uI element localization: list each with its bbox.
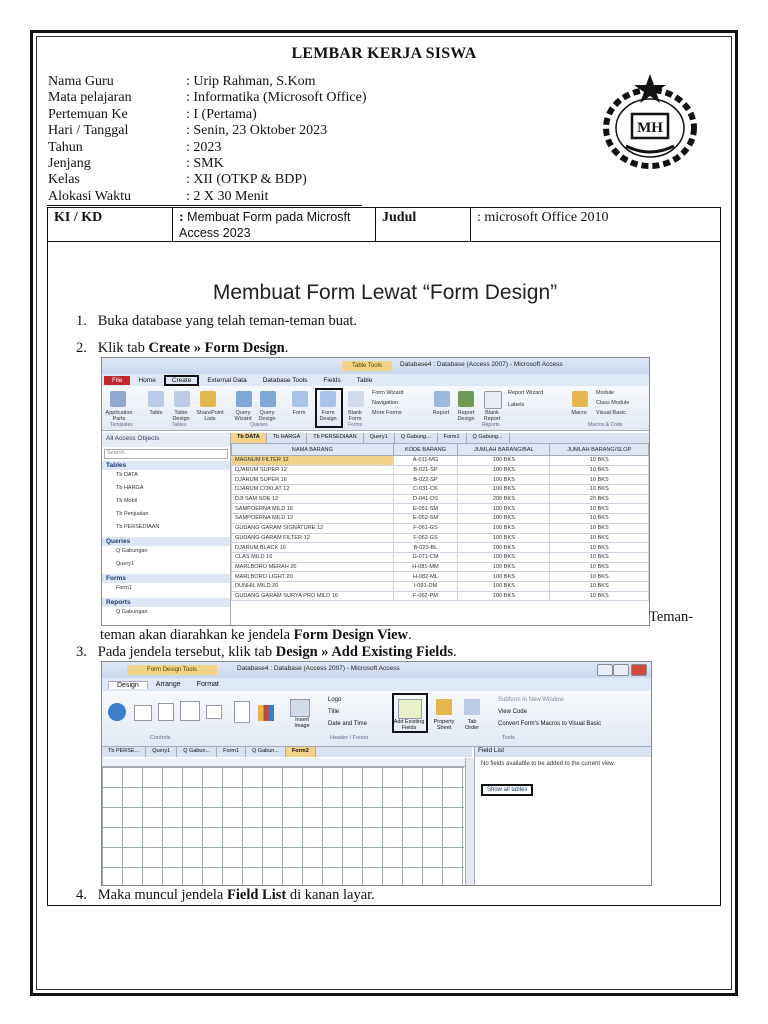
query-design-icon[interactable] — [260, 391, 276, 407]
ss1-nav-item[interactable]: Tb DATA — [116, 472, 138, 478]
step-4: 4. Maka muncul jendela Field List di kanan layar. — [76, 887, 375, 903]
ss1-rl: Macro — [571, 410, 587, 416]
table-row[interactable] — [232, 494, 649, 504]
ss2-doc-tab[interactable]: Query1 — [146, 747, 177, 757]
info-value: : SMK — [186, 156, 224, 172]
info-label: Mata pelajaran — [48, 90, 132, 106]
info-row — [48, 107, 367, 123]
cell[interactable]: CLAS MILD 16 — [232, 552, 394, 562]
col-header[interactable]: NAMA BARANG — [232, 444, 394, 456]
info-row — [48, 189, 367, 205]
blank-form-icon[interactable] — [348, 391, 364, 407]
ss1-nav-item[interactable]: Form1 — [116, 585, 132, 591]
ss1-rl[interactable]: Form Wizard — [372, 390, 404, 396]
cell[interactable]: 10 BKS — [550, 552, 649, 562]
section-heading: Membuat Form Lewat “Form Design” — [212, 281, 558, 304]
query-wizard-icon[interactable] — [236, 391, 252, 407]
ss2-doc-tab[interactable]: Form1 — [217, 747, 246, 757]
cell[interactable]: 100 BKS — [458, 456, 550, 466]
form-design-grid[interactable] — [102, 767, 464, 885]
info-value: : Informatika (Microsoft Office) — [186, 90, 367, 106]
ss1-rl: Form — [292, 410, 306, 416]
ss1-nav-section[interactable]: Reports — [102, 598, 230, 607]
table-design-icon[interactable] — [174, 391, 190, 407]
info-block — [48, 74, 367, 205]
cell[interactable]: A-011-MG — [393, 456, 458, 466]
judul-label: Judul — [376, 208, 471, 241]
cell[interactable]: F-062-GS — [393, 533, 458, 543]
step-1-text: Buka database yang telah teman-teman buat. — [97, 313, 358, 329]
table-row[interactable] — [232, 465, 649, 475]
cell[interactable]: 100 BKS — [458, 485, 550, 495]
ss1-rl[interactable]: Visual Basic — [596, 410, 626, 416]
cell[interactable]: 10 BKS — [550, 572, 649, 582]
table-row[interactable] — [232, 504, 649, 514]
ss2-doc-tab[interactable]: Tb PERSE... — [102, 747, 146, 757]
cell[interactable]: 10 BKS — [550, 581, 649, 591]
step-3-post: . — [453, 644, 457, 660]
ss2-group: Controls — [150, 735, 171, 741]
view-code-button[interactable]: View Code — [498, 709, 527, 715]
logo-text: MH — [637, 120, 663, 136]
close-icon[interactable] — [631, 664, 647, 676]
cell[interactable]: DJARUM SUPER 12 — [232, 465, 394, 475]
ss2-doc-tab[interactable]: Q Gabun... — [177, 747, 217, 757]
macro-icon[interactable] — [572, 391, 588, 407]
ss1-doc-tab[interactable]: Q Gabung... — [467, 433, 510, 443]
ss2-titlebar — [102, 662, 651, 678]
info-value: : I (Pertama) — [186, 106, 257, 122]
ss1-rl: Report — [432, 410, 450, 416]
ss2-tab-format[interactable]: Format — [196, 681, 219, 688]
access-create-screenshot — [101, 357, 650, 626]
ss2-group: Tools — [502, 735, 515, 741]
step-2b-pre: teman akan diarahkan ke jendela — [100, 627, 294, 643]
cell[interactable]: 10 BKS — [550, 485, 649, 495]
ss1-tab-fields[interactable]: Fields — [323, 376, 341, 384]
info-value: : Urip Rahman, S.Kom — [186, 74, 316, 89]
cell[interactable]: 10 BKS — [550, 533, 649, 543]
table-row[interactable] — [232, 543, 649, 553]
ss1-rl[interactable]: Class Module — [596, 400, 630, 406]
ss2-doc-tab[interactable]: Q Gabun... — [246, 747, 286, 757]
info-row — [48, 172, 367, 188]
step-1: 1. Buka database yang telah teman-teman buat. — [76, 313, 358, 329]
info-row — [48, 74, 367, 90]
ss1-group: Reports — [482, 422, 500, 428]
ss2-form-design-tools: Form Design Tools — [127, 665, 217, 675]
cell[interactable]: 10 BKS — [550, 514, 649, 524]
ss1-nav-header[interactable]: All Access Objects — [102, 433, 230, 447]
ss2-group: Header / Footer — [330, 735, 369, 741]
step-4-pre: Maka muncul jendela — [97, 887, 227, 903]
ss2-ribbon-tabs — [102, 678, 651, 691]
ss1-nav-item[interactable]: Tb Mobil — [116, 498, 138, 504]
cell[interactable]: DJI SAM SOE 12 — [232, 494, 394, 504]
cell[interactable]: B-021-SP — [393, 465, 458, 475]
ss1-table-tools: Table Tools — [342, 361, 392, 371]
ss1-datasheet — [231, 433, 649, 625]
cell[interactable]: MAGNUM FILTER 12 — [232, 456, 394, 466]
kikd-table — [47, 207, 721, 242]
cell[interactable]: 100 BKS — [458, 543, 550, 553]
table-row[interactable] — [232, 514, 649, 524]
ss1-doc-tab[interactable]: Tb DATA — [231, 433, 267, 443]
cell[interactable]: H-082-ML — [393, 572, 458, 582]
cell[interactable]: 100 BKS — [458, 533, 550, 543]
ss1-nav-item[interactable]: Q Gabungan — [116, 609, 148, 615]
ss1-nav-search[interactable]: Search... — [104, 449, 228, 459]
ss2-window-title: Database4 : Database (Access 2007) - Microsoft Access — [237, 665, 400, 672]
ss1-rl: Blank Report — [483, 410, 501, 422]
ss1-doc-tabs — [231, 433, 649, 443]
field-list-title: Field List — [475, 747, 651, 757]
kikd-label: KI / KD — [48, 208, 173, 241]
step-2: 2. Klik tab Create » Form Design. — [76, 340, 289, 356]
step-2-post: . — [284, 340, 289, 356]
step-2b-bold: Form Design View — [293, 627, 409, 643]
ss1-rl[interactable]: More Forms — [372, 410, 402, 416]
cell[interactable]: D-041-DS — [393, 494, 458, 504]
ss1-group: Forms — [348, 422, 363, 428]
tab-order-label[interactable]: Tab Order — [464, 719, 480, 731]
add-fields-label[interactable]: Add Existing Fields — [393, 719, 425, 731]
field-list-pane — [474, 747, 651, 885]
ss1-rl[interactable]: Navigation — [372, 400, 398, 406]
cell[interactable]: F-061-GS — [393, 523, 458, 533]
add-fields-highlight — [392, 693, 428, 733]
info-value: : Senin, 23 Oktober 2023 — [186, 123, 328, 139]
table-row[interactable] — [232, 581, 649, 591]
table-icon[interactable] — [148, 391, 164, 407]
info-value: : XII (OTKP & BDP) — [186, 172, 307, 188]
cell[interactable]: SAMPOERNA MILD 16 — [232, 504, 394, 514]
form-design-highlight — [315, 388, 343, 428]
form-icon[interactable] — [292, 391, 308, 407]
ss1-ribbon — [102, 386, 649, 431]
cell[interactable]: GUDANG GARAM SIGNATURE 12 — [232, 523, 394, 533]
judul-value: : microsoft Office 2010 — [477, 210, 609, 225]
step-3-bold: Design » Add Existing Fields — [275, 644, 453, 660]
worksheet-title: LEMBAR KERJA SISWA — [291, 45, 477, 62]
cell[interactable]: 10 BKS — [550, 475, 649, 485]
cell[interactable]: 100 BKS — [458, 581, 550, 591]
cell[interactable]: GUDANG GARAM SURYA PRO MILD 16 — [232, 591, 394, 601]
convert-macros-button[interactable]: Convert Form's Macros to Visual Basic — [498, 721, 602, 727]
info-label: Kelas — [48, 172, 80, 188]
ss1-rl[interactable]: Labels — [508, 402, 525, 408]
cell[interactable]: DJARUM BLACK 16 — [232, 543, 394, 553]
cell[interactable]: B-023-BL — [393, 543, 458, 553]
step-2-teman: Teman- — [649, 609, 694, 625]
cell[interactable]: 10 BKS — [550, 523, 649, 533]
cell[interactable]: 100 BKS — [458, 562, 550, 572]
ss1-tab-file[interactable]: File — [104, 376, 130, 385]
table-row[interactable] — [232, 533, 649, 543]
info-label: Hari / Tanggal — [48, 123, 129, 139]
insert-image-icon[interactable] — [290, 699, 310, 717]
cell[interactable]: 100 BKS — [458, 514, 550, 524]
step-4-post: di kanan layar. — [286, 887, 375, 903]
cell[interactable]: 100 BKS — [458, 475, 550, 485]
ss2-doc-tab[interactable]: Form2 — [286, 747, 316, 757]
cell[interactable]: 100 BKS — [458, 572, 550, 582]
ss1-tab-external[interactable]: External Data — [207, 376, 247, 384]
info-row — [48, 156, 367, 172]
ss1-nav-item[interactable]: Tb Penjualan — [116, 511, 149, 517]
info-value: : 2023 — [186, 139, 222, 155]
info-row — [48, 123, 367, 139]
cell[interactable]: DJARUM SUPER 16 — [232, 475, 394, 485]
cell[interactable]: I-091-DM — [393, 581, 458, 591]
cell[interactable]: 100 BKS — [458, 504, 550, 514]
info-label: Pertemuan Ke — [48, 106, 128, 122]
ss1-nav-item[interactable]: Tb PERSEDIAAN — [116, 524, 160, 530]
report-icon[interactable] — [434, 391, 450, 407]
cell[interactable]: MARLBORO LIGHT 20 — [232, 572, 394, 582]
cell[interactable]: 10 BKS — [550, 504, 649, 514]
table-row[interactable] — [232, 475, 649, 485]
ss1-nav-item[interactable]: Tb HARGA — [116, 485, 144, 491]
ss1-tab-dbtools[interactable]: Database Tools — [262, 376, 308, 384]
date-time-button[interactable]: Date and Time — [328, 721, 368, 727]
info-value: : 2 X 30 Menit — [186, 188, 269, 204]
cell[interactable]: 10 BKS — [550, 543, 649, 553]
ss1-nav-item[interactable]: Query1 — [116, 561, 135, 567]
table-row[interactable] — [232, 456, 649, 466]
ss1-tab-table[interactable]: Table — [356, 376, 373, 384]
ss1-rl: Table Design — [172, 410, 190, 422]
ss1-rl[interactable]: Report Wizard — [508, 390, 544, 396]
cell[interactable]: 20 BKS — [550, 494, 649, 504]
list-control-icon[interactable] — [206, 705, 222, 719]
step-2-continued — [100, 627, 412, 644]
ss1-rl: Table — [149, 410, 163, 416]
ss1-nav-section[interactable]: Queries — [102, 537, 230, 546]
ss1-tab-create[interactable]: Create — [164, 375, 200, 386]
info-row — [48, 140, 367, 156]
property-sheet-label[interactable]: Property Sheet — [433, 719, 455, 731]
table-row[interactable] — [232, 523, 649, 533]
table-row[interactable] — [232, 485, 649, 495]
ss1-nav-section[interactable]: Tables — [102, 461, 230, 470]
ss1-doc-tab[interactable]: Tb PERSEDIAAN — [307, 433, 363, 443]
col-header[interactable]: KODE BARANG — [393, 444, 458, 456]
info-underline — [47, 205, 362, 206]
cell[interactable]: C-031-CK — [393, 485, 458, 495]
field-list-message: No fields available to be added to the current view. — [481, 761, 616, 767]
table-row[interactable] — [232, 572, 649, 582]
ss1-rl: Query Design — [258, 410, 276, 422]
cell[interactable]: 10 BKS — [550, 562, 649, 572]
textbox-control-icon[interactable] — [158, 703, 174, 721]
cell[interactable]: 10 BKS — [550, 456, 649, 466]
cell[interactable]: MARLBORO MERAH 20 — [232, 562, 394, 572]
ss1-nav-item[interactable]: Q Gabungan — [116, 548, 148, 554]
logo-button[interactable]: Logo — [328, 697, 342, 703]
chart-control-icon[interactable] — [258, 705, 274, 721]
step-4-bold: Field List — [227, 887, 287, 903]
cell[interactable]: E-051-SM — [393, 504, 458, 514]
cell[interactable]: GUDANG GARAM FILTER 12 — [232, 533, 394, 543]
ss1-rl: Query Wizard — [234, 410, 252, 422]
cell[interactable]: 10 BKS — [550, 465, 649, 475]
blank-report-icon[interactable] — [484, 391, 502, 409]
ss1-doc-tab[interactable]: Query1 — [364, 433, 395, 443]
cell[interactable]: DUNHIL MILD 20 — [232, 581, 394, 591]
cell[interactable]: 100 BKS — [458, 523, 550, 533]
form-control-icon[interactable] — [234, 701, 250, 723]
step-3-pre: Pada jendela tersebut, klik tab — [97, 644, 276, 660]
school-logo — [598, 72, 702, 172]
tab-order-icon[interactable] — [464, 699, 480, 715]
step-2b-post: . — [408, 627, 412, 643]
subform-button[interactable]: Subform in New Window — [498, 697, 564, 703]
cell[interactable]: F-062-PM — [393, 591, 458, 601]
kikd-value: Membuat Form pada Microsft Access 2023 — [179, 210, 351, 240]
cell[interactable]: B-022-SP — [393, 475, 458, 485]
table-row[interactable] — [232, 552, 649, 562]
cell[interactable]: 100 BKS — [458, 552, 550, 562]
ss1-navigation-pane — [102, 433, 231, 625]
info-label: Jenjang — [48, 156, 91, 172]
ss1-group: Queries — [250, 422, 268, 428]
col-header[interactable]: JUMLAH BARANG/BAL — [458, 444, 550, 456]
vertical-scrollbar[interactable] — [465, 758, 474, 885]
ss1-group: Tables — [172, 422, 187, 428]
ss1-ribbon-tabs — [102, 374, 649, 386]
show-all-tables-link[interactable]: Show all tables — [481, 784, 533, 796]
ss1-doc-tab[interactable]: Tb HARGA — [267, 433, 308, 443]
access-form-design-screenshot — [101, 661, 652, 886]
insert-image-label[interactable]: Insert Image — [294, 717, 310, 729]
cell[interactable]: H-081-MM — [393, 562, 458, 572]
kikd-colon: : — [179, 210, 184, 225]
sharepoint-icon[interactable] — [200, 391, 216, 407]
cell[interactable]: 100 BKS — [458, 465, 550, 475]
cell[interactable]: DJARUM COKLAT 12 — [232, 485, 394, 495]
step-2-bold: Create » Form Design — [148, 340, 285, 356]
cell[interactable]: G-071-CM — [393, 552, 458, 562]
ss1-window-title: Database4 : Database (Access 2007) - Microsoft Access — [400, 361, 563, 368]
title-button[interactable]: Title — [328, 709, 340, 715]
ss1-rl: Form Design — [319, 410, 337, 422]
kikd-value-cell — [173, 208, 376, 241]
cell[interactable]: 100 BKS — [458, 591, 550, 601]
cell[interactable]: 200 BKS — [458, 494, 550, 504]
ss2-tab-design[interactable]: Design — [108, 681, 148, 689]
ss1-doc-tab[interactable]: Q Gabung... — [395, 433, 438, 443]
table-row[interactable] — [232, 591, 649, 601]
ss1-titlebar — [102, 358, 649, 374]
ss1-group: Templates — [110, 422, 133, 428]
minimize-icon[interactable] — [597, 664, 613, 676]
info-label: Alokasi Waktu — [48, 188, 131, 204]
col-header[interactable]: JUMLAH BARANG/SLOP — [550, 444, 649, 456]
maximize-icon[interactable] — [613, 664, 629, 676]
ss2-tab-arrange[interactable]: Arrange — [155, 681, 181, 688]
property-sheet-icon[interactable] — [436, 699, 452, 715]
ss2-doc-tabs — [102, 747, 472, 757]
ss1-table — [231, 443, 649, 601]
tab-control-icon[interactable] — [180, 701, 200, 721]
ss1-tab-home[interactable]: Home — [138, 376, 156, 384]
cell[interactable]: E-052-SM — [393, 514, 458, 524]
button-control-icon[interactable] — [134, 705, 152, 721]
app-parts-icon[interactable] — [110, 391, 126, 407]
report-design-icon[interactable] — [458, 391, 474, 407]
info-row — [48, 90, 367, 106]
info-label: Tahun — [48, 139, 83, 155]
step-2-pre: Klik tab — [97, 340, 149, 356]
ss2-ribbon — [102, 691, 651, 747]
step-3: 3. Pada jendela tersebut, klik tab Design » Add Existing Fields. — [76, 644, 457, 660]
ss1-doc-tab[interactable]: Form1 — [438, 433, 467, 443]
info-label: Nama Guru — [48, 74, 114, 89]
cell[interactable]: SAMPOERNA MILD 12 — [232, 514, 394, 524]
ss1-rl: Blank Form — [348, 410, 362, 422]
table-row[interactable] — [232, 562, 649, 572]
ruler — [102, 758, 472, 767]
ss1-nav-section[interactable]: Forms — [102, 574, 230, 583]
cell[interactable]: 10 BKS — [550, 591, 649, 601]
ss1-group: Macros & Code — [588, 422, 623, 428]
ss1-rl: Report Design — [457, 410, 475, 422]
hyperlink-icon[interactable] — [108, 703, 126, 721]
ss1-rl[interactable]: Module — [596, 390, 615, 396]
ss1-rl: SharePoint Lists — [196, 410, 224, 422]
ss1-rl: Application Parts — [105, 410, 133, 422]
